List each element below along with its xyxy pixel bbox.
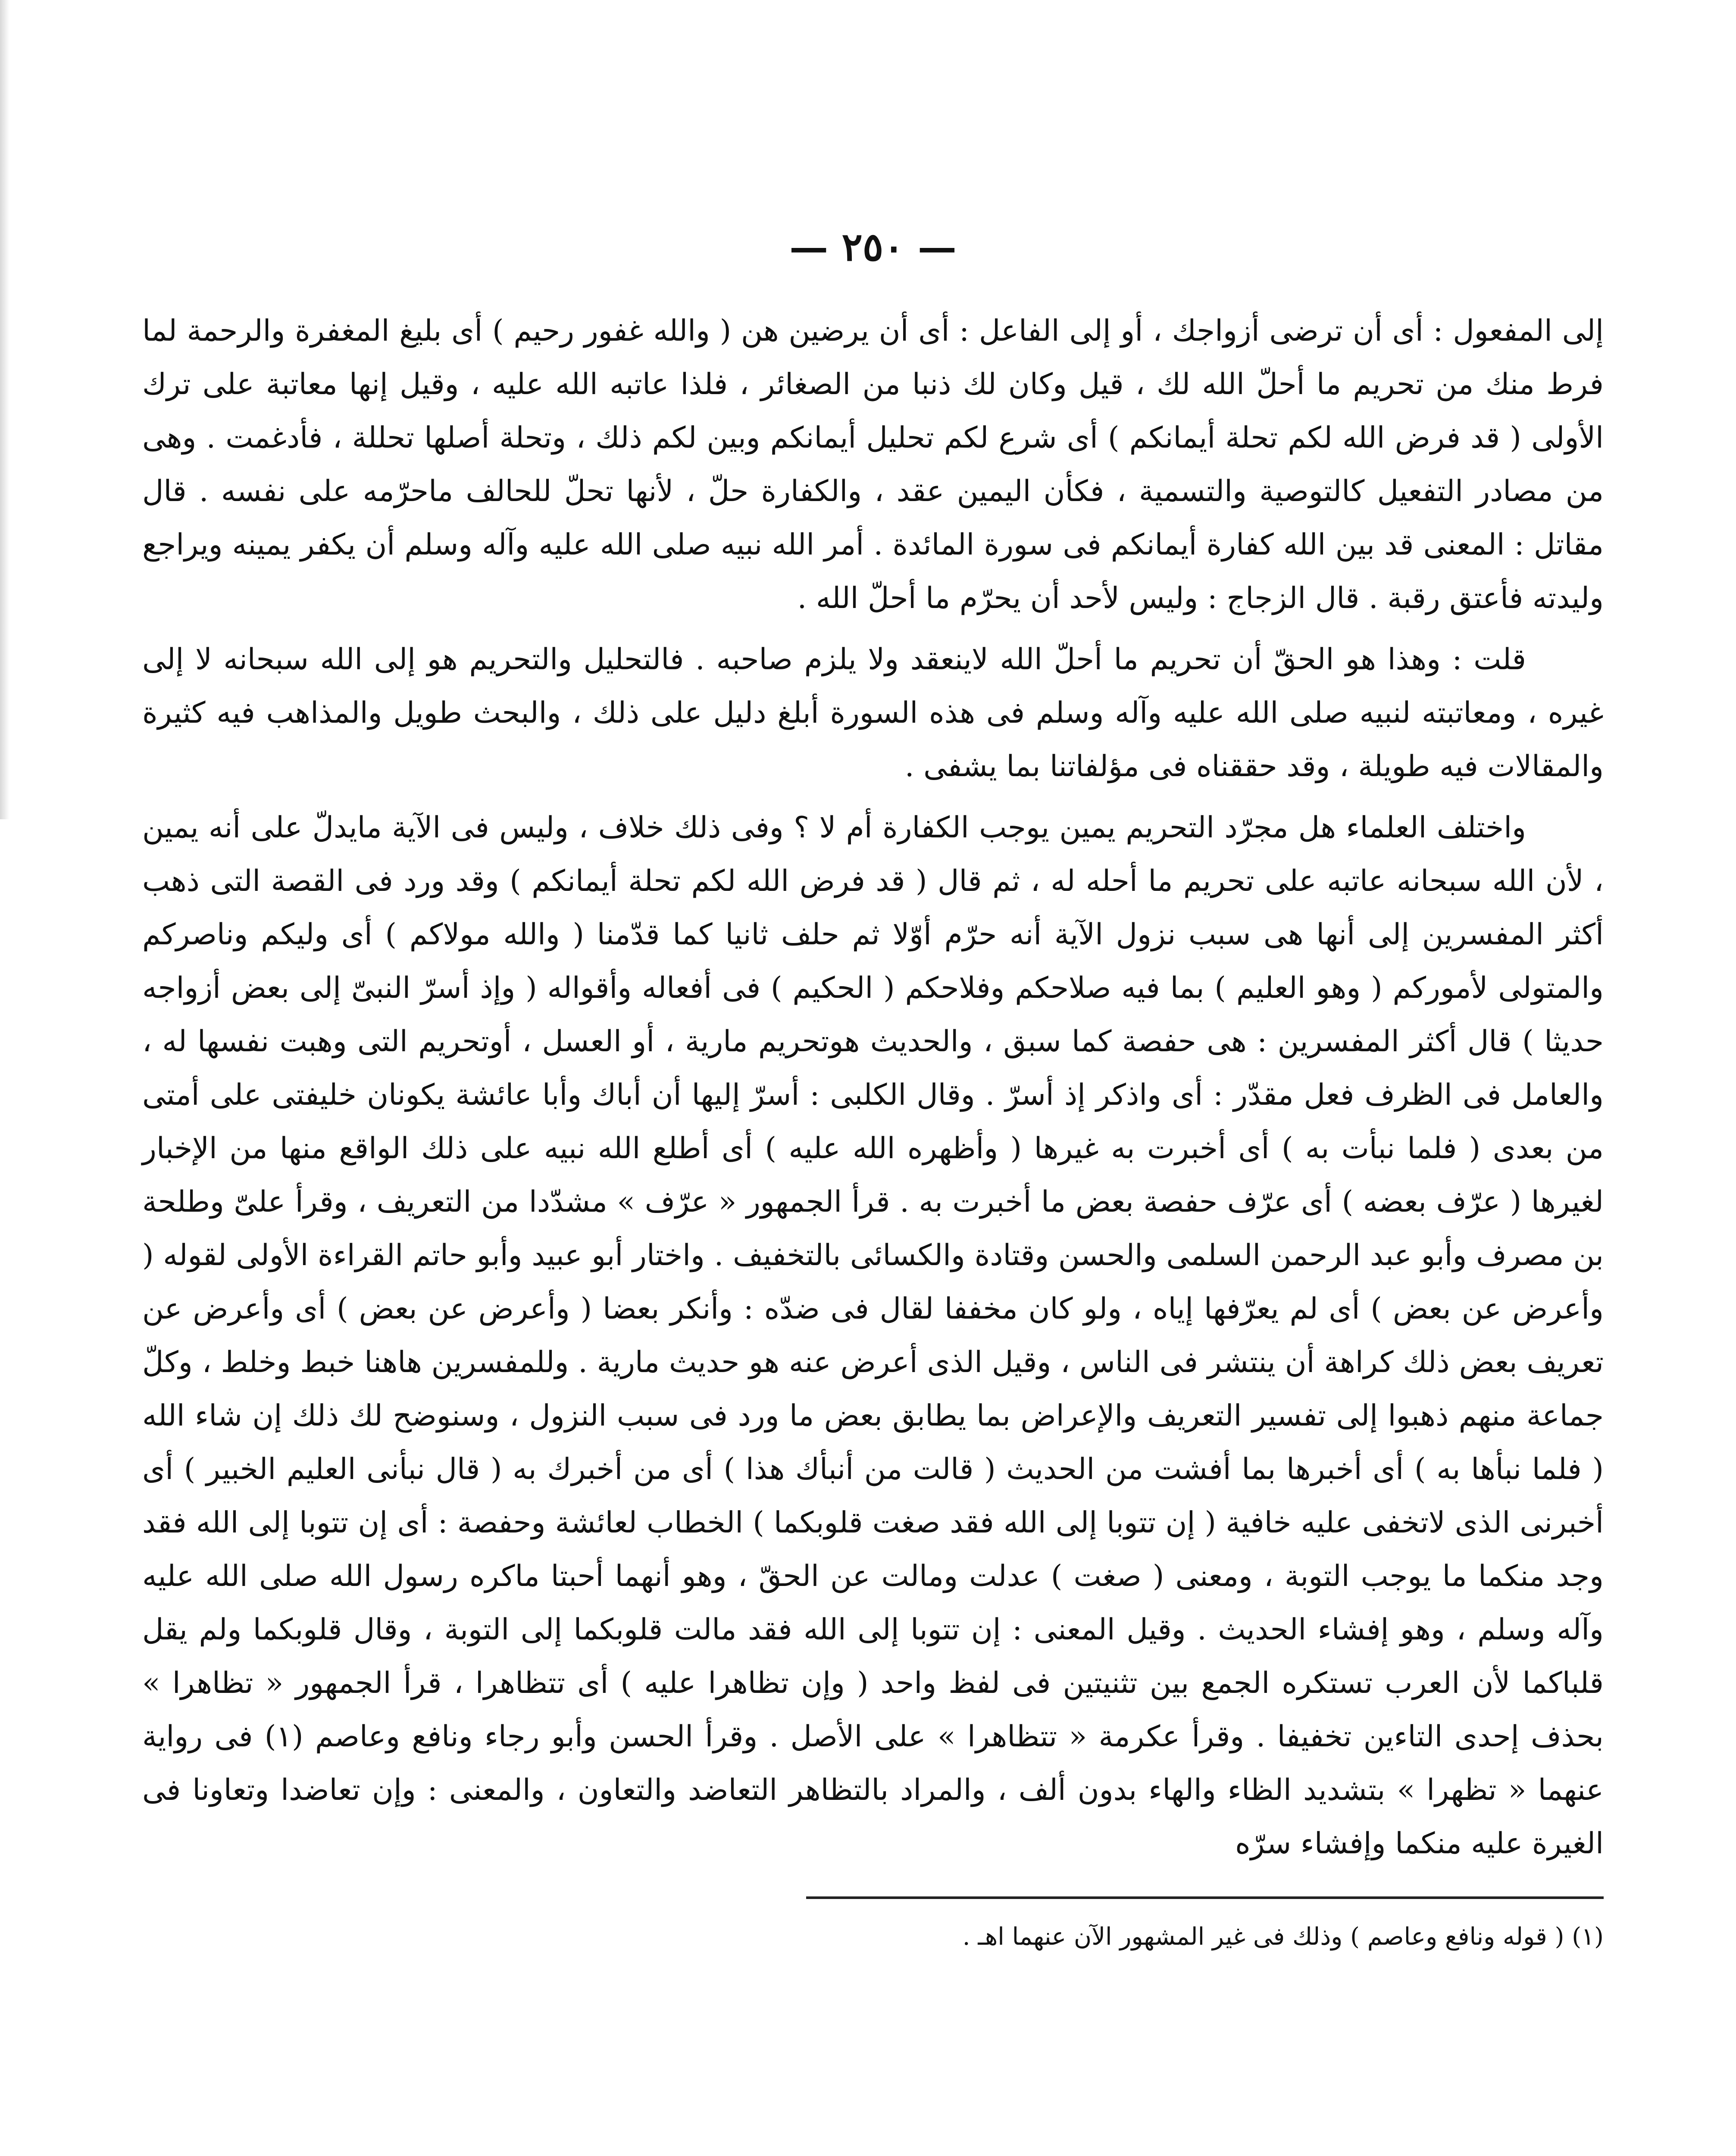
book-page xyxy=(142,224,1604,1958)
scan-edge-shadow xyxy=(0,0,9,819)
paragraph-3: واختلف العلماء هل مجرّد التحريم يمين يوجب الكفارة أم لا ؟ وفى ذلك خلاف ، وليس فى الآية مايدلّ على أنه يمين ، لأن الله سبحانه عاتبه على تحريم ما أحله له ، ثم قال ( قد فرض الله لكم تحلة أيمانكم ) وقد ورد فى القصة التى ذهب أكثر المفسرين إلى أنها هى سبب نزول الآية أنه حرّم أوّلا ثم حلف ثانيا كما قدّمنا ( والله مولاكم ) أى وليكم وناصركم والمتولى لأموركم ( وهو العليم ) بما فيه صلاحكم وفلاحكم ( الحكيم ) فى أفعاله وأقواله ( وإذ أسرّ النبىّ إلى بعض أزواجه حديثا ) قال أكثر المفسرين : هى حفصة كما سبق ، والحديث هوتحريم مارية ، أو العسل ، أوتحريم التى وهبت نفسها له ، والعامل فى الظرف فعل مقدّر : أى واذكر إذ أسرّ . وقال الكلبى : أسرّ إليها أن أباك وأبا عائشة يكونان خليفتى على أمتى من بعدى ( فلما نبأت به ) أى أخبرت به غيرها ( وأظهره الله عليه ) أى أطلع الله نبيه على ذلك الواقع منها من الإخبار لغيرها ( عرّف بعضه ) أى عرّف حفصة بعض ما أخبرت به . قرأ الجمهور « عرّف » مشدّدا من التعريف ، وقرأ علىّ وطلحة بن مصرف وأبو عبد الرحمن السلمى والحسن وقتادة والكسائى بالتخفيف . واختار أبو عبيد وأبو حاتم القراءة الأولى لقوله ( وأعرض عن بعض ) أى لم يعرّفها إياه ، ولو كان مخففا لقال فى ضدّه : وأنكر بعضا ( وأعرض عن بعض ) أى وأعرض عن تعريف بعض ذلك كراهة أن ينتشر فى الناس ، وقيل الذى أعرض عنه هو حديث مارية . وللمفسرين هاهنا خبط وخلط ، وكلّ جماعة منهم ذهبوا إلى تفسير التعريف والإعراض بما يطابق بعض ما ورد فى سبب النزول ، وسنوضح لك ذلك إن شاء الله ( فلما نبأها به ) أى أخبرها بما أفشت من الحديث ( قالت من أنبأك هذا ) أى من أخبرك به ( قال نبأنى العليم الخبير ) أى أخبرنى الذى لاتخفى عليه خافية ( إن تتوبا إلى الله فقد صغت قلوبكما ) الخطاب لعائشة وحفصة : أى إن تتوبا إلى الله فقد وجد منكما ما يوجب التوبة ، ومعنى ( صغت ) عدلت ومالت عن الحقّ ، وهو أنهما أحبتا ماكره رسول الله صلى الله عليه وآله وسلم ، وهو إفشاء الحديث . وقيل المعنى : إن تتوبا إلى الله فقد مالت قلوبكما إلى التوبة ، وقال قلوبكما ولم يقل قلباكما لأن العرب تستكره الجمع بين تثنيتين فى لفظ واحد ( وإن تظاهرا عليه ) أى تتظاهرا ، قرأ الجمهور « تظاهرا » بحذف إحدى التاءين تخفيفا . وقرأ عكرمة « تتظاهرا » على الأصل . وقرأ الحسن وأبو رجاء ونافع وعاصم (١) فى رواية عنهما « تظهرا » بتشديد الظاء والهاء بدون ألف ، والمراد بالتظاهر التعاضد والتعاون ، والمعنى : وإن تعاضدا وتعاونا فى الغيرة عليه منكما وإفشاء سرّه xyxy=(142,811,1604,1861)
footnote-divider xyxy=(806,1896,1604,1899)
paragraph-1: إلى المفعول : أى أن ترضى أزواجك ، أو إلى الفاعل : أى أن يرضين هن ( والله غفور رحيم ) أى بليغ المغفرة والرحمة لما فرط منك من تحريم ما أحلّ الله لك ، قيل وكان لك ذنبا من الصغائر ، فلذا عاتبه الله عليه ، وقيل إنها معاتبة على ترك الأولى ( قد فرض الله لكم تحلة أيمانكم ) أى شرع لكم تحليل أيمانكم وبين لكم ذلك ، وتحلة أصلها تحللة ، فأدغمت . وهى من مصادر التفعيل كالتوصية والتسمية ، فكأن اليمين عقد ، والكفارة حلّ ، لأنها تحلّ للحالف ماحرّمه على نفسه . قال مقاتل : المعنى قد بين الله كفارة أيمانكم فى سورة المائدة . أمر الله نبيه صلى الله عليه وآله وسلم أن يكفر يمينه ويراجع وليدته فأعتق رقبة . قال الزجاج : وليس لأحد أن يحرّم ما أحلّ الله . xyxy=(142,314,1604,615)
page-number: — ٢٥٠ — xyxy=(789,224,957,270)
footnote: (١) ( قوله ونافع وعاصم ) وذلك فى غير المشهور الآن عنهما اهـ . xyxy=(962,1923,1604,1951)
paragraph-2: قلت : وهذا هو الحقّ أن تحريم ما أحلّ الله لاينعقد ولا يلزم صاحبه . فالتحليل والتحريم هو إلى الله سبحانه لا إلى غيره ، ومعاتبته لنبيه صلى الله عليه وآله وسلم فى هذه السورة أبلغ دليل على ذلك ، والبحث طويل والمذاهب فيه كثيرة والمقالات فيه طويلة ، وقد حققناه فى مؤلفاتنا بما يشفى . xyxy=(142,642,1604,783)
